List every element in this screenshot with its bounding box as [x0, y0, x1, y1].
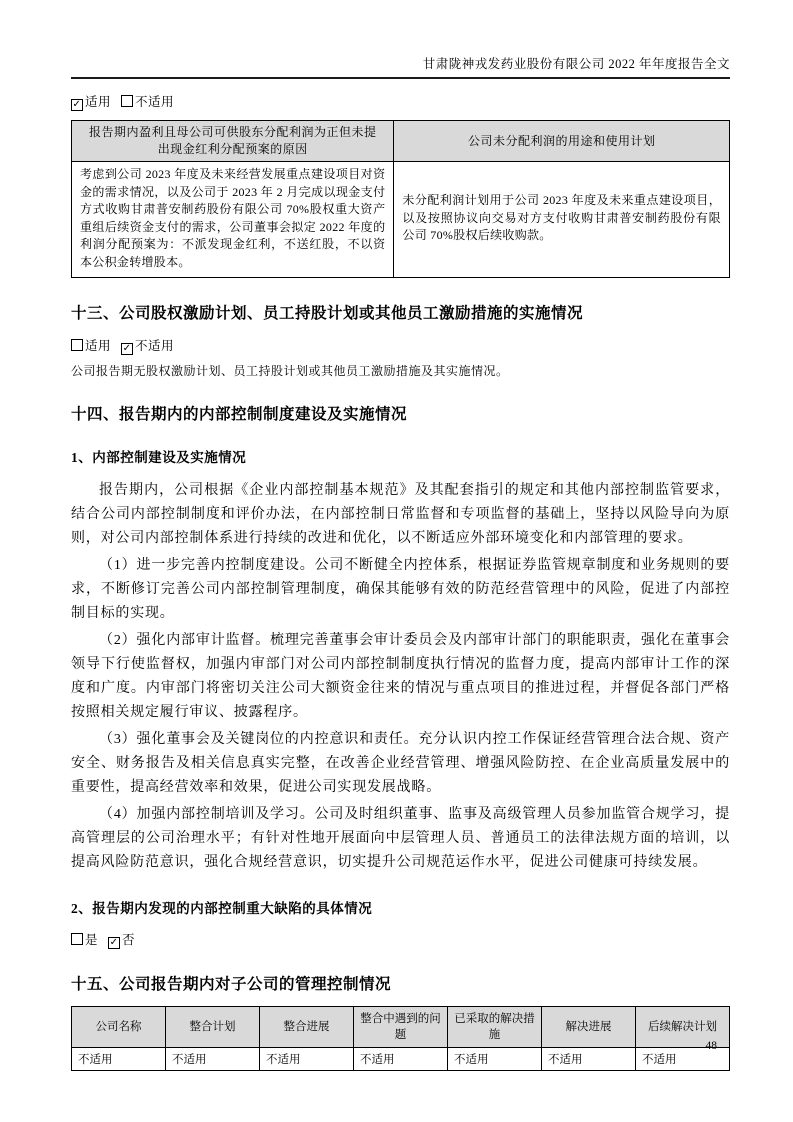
report-title: 甘肃陇神戎发药业股份有限公司 2022 年年度报告全文 — [422, 57, 730, 71]
dividend-table — [71, 120, 730, 278]
page-number: 48 — [705, 1040, 717, 1052]
no-label: 否 — [122, 933, 136, 947]
undistributed-profit-header: 公司未分配利润的用途和使用计划 — [394, 121, 730, 162]
page-header — [71, 0, 730, 79]
cell-integration-plan: 不适用 — [166, 1048, 260, 1071]
cell-resolution-progress: 不适用 — [542, 1048, 636, 1071]
paragraph-point-2: （2）强化内部审计监督。梳理完善董事会审计委员会及内部审计部门的职能职责，强化在董事会领导下行使监督权，加强内审部门对公司内部控制制度执行情况的监督力度，提高内部审计工作的深度和广度。内审部门将密切关注公司大额资金往来的情况与重点项目的推进过程，并督促各部门严格按照相关规定履行审议、披露程序。 — [71, 633, 730, 720]
paragraph-internal-control-overview: 报告期内，公司根据《企业内部控制基本规范》及其配套指引的规定和其他内部控制监管要求，结合公司内部控制制度和评价办法，在内部控制日常监督和专项监督的基础上，坚持以风险导向为原则，对公司内部控制体系进行持续的改进和优化，以不断适应外部环境变化和内部管理的要求。 — [71, 483, 730, 546]
applicable-label: 适用 — [85, 339, 112, 353]
section-14-title: 十四、报告期内的内部控制制度建设及实施情况 — [71, 406, 408, 423]
section-15-title: 十五、公司报告期内对子公司的管理控制情况 — [71, 976, 392, 993]
not-applicable-label: 不适用 — [135, 95, 175, 109]
col-integration-plan: 整合计划 — [166, 1007, 260, 1048]
paragraph-point-1: （1）进一步完善内控制度建设。公司不断健全内控体系，根据证券监管规章制度和业务规则的要求，不断修订完善公司内部控制管理制度，确保其能够有效的防范经营管理中的风险，促进了内部控制目标的实现。 — [71, 558, 730, 621]
col-measures-taken: 已采取的解决措施 — [448, 1007, 542, 1048]
dividend-applicability-row — [71, 92, 730, 111]
yes-label: 是 — [85, 933, 99, 947]
major-defect-yes-no-row — [71, 930, 730, 949]
undistributed-profit-cell: 未分配利润计划用于公司 2023 年度及未来重点建设项目，以及按照协议向交易对方支付收购甘肃普安制药股份有限公司 70%股权后续收购款。 — [394, 162, 730, 278]
applicable-option — [71, 339, 111, 353]
checked-checkbox-icon: ✓ — [72, 99, 82, 110]
paragraph-point-4: （4）加强内部控制培训及学习。公司及时组织董事、监事及高级管理人员参加监管合规学习，提高管理层的公司治理水平；有针对性地开展面向中层管理人员、普通员工的法律法规方面的培训，以提高风险防范意识，强化合规经营意识，切实提升公司规范运作水平，促进公司健康可持续发展。 — [71, 807, 730, 870]
cell-integration-progress: 不适用 — [260, 1048, 354, 1071]
checked-checkbox-icon: ✓ — [122, 343, 132, 354]
col-integration-progress: 整合进展 — [260, 1007, 354, 1048]
table-header-row — [72, 121, 730, 162]
cell-measures-taken: 不适用 — [448, 1048, 542, 1071]
checked-checkbox-icon: ✓ — [109, 937, 119, 948]
subsidiary-control-table — [71, 1006, 730, 1071]
section-13-title: 十三、公司股权激励计划、员工持股计划或其他员工激励措施的实施情况 — [71, 305, 584, 322]
unchecked-checkbox-icon — [71, 933, 83, 945]
paragraph-point-3: （3）强化董事会及关键岗位的内控意识和责任。充分认识内控工作保证经营管理合法合规、资产安全、财务报告及相关信息真实完整，在改善企业经营管理、增强风险防控、在企业高质量发展中的重要性，提高经营效率和效果，促进公司实现发展战略。 — [71, 732, 730, 795]
not-applicable-option — [121, 95, 174, 109]
col-resolution-progress: 解决进展 — [542, 1007, 636, 1048]
dividend-reason-header: 报告期内盈利且母公司可供股东分配利润为正但未提出现金红利分配预案的原因 — [72, 121, 394, 162]
col-followup-plan: 后续解决计划 — [636, 1007, 730, 1048]
unchecked-checkbox-icon — [121, 95, 133, 107]
section14-sub1-title: 1、内部控制建设及实施情况 — [71, 450, 247, 465]
dividend-reason-cell: 考虑到公司 2023 年度及未来经营发展重点建设项目对资金的需求情况，以及公司于 2023 年 2 月完成以现金支付方式收购甘肃普安制药股份有限公司 70%股权重大资产重组后续资金支付的需求，公司董事会拟定 2022 年度的利润分配预案为：不派发现金红利，不送红股，不以资本公积金转增股本。 — [72, 162, 394, 278]
not-applicable-option — [121, 339, 174, 353]
table-header-row — [72, 1007, 730, 1048]
unchecked-checkbox-icon — [71, 339, 83, 351]
applicable-option — [71, 95, 111, 109]
section13-note: 公司报告期无股权激励计划、员工持股计划或其他员工激励措施及其实施情况。 — [71, 364, 509, 378]
table-row — [72, 162, 730, 278]
col-company-name: 公司名称 — [72, 1007, 166, 1048]
yes-option — [71, 933, 98, 947]
section13-applicability-row — [71, 336, 730, 355]
table-row — [72, 1048, 730, 1071]
col-problems-encountered: 整合中遇到的问题 — [354, 1007, 448, 1048]
applicable-label: 适用 — [85, 95, 112, 109]
not-applicable-label: 不适用 — [135, 339, 175, 353]
cell-company-name: 不适用 — [72, 1048, 166, 1071]
cell-followup-plan: 不适用 — [636, 1048, 730, 1071]
no-option — [108, 933, 135, 947]
section14-sub2-title: 2、报告期内发现的内部控制重大缺陷的具体情况 — [71, 901, 373, 916]
cell-problems-encountered: 不适用 — [354, 1048, 448, 1071]
